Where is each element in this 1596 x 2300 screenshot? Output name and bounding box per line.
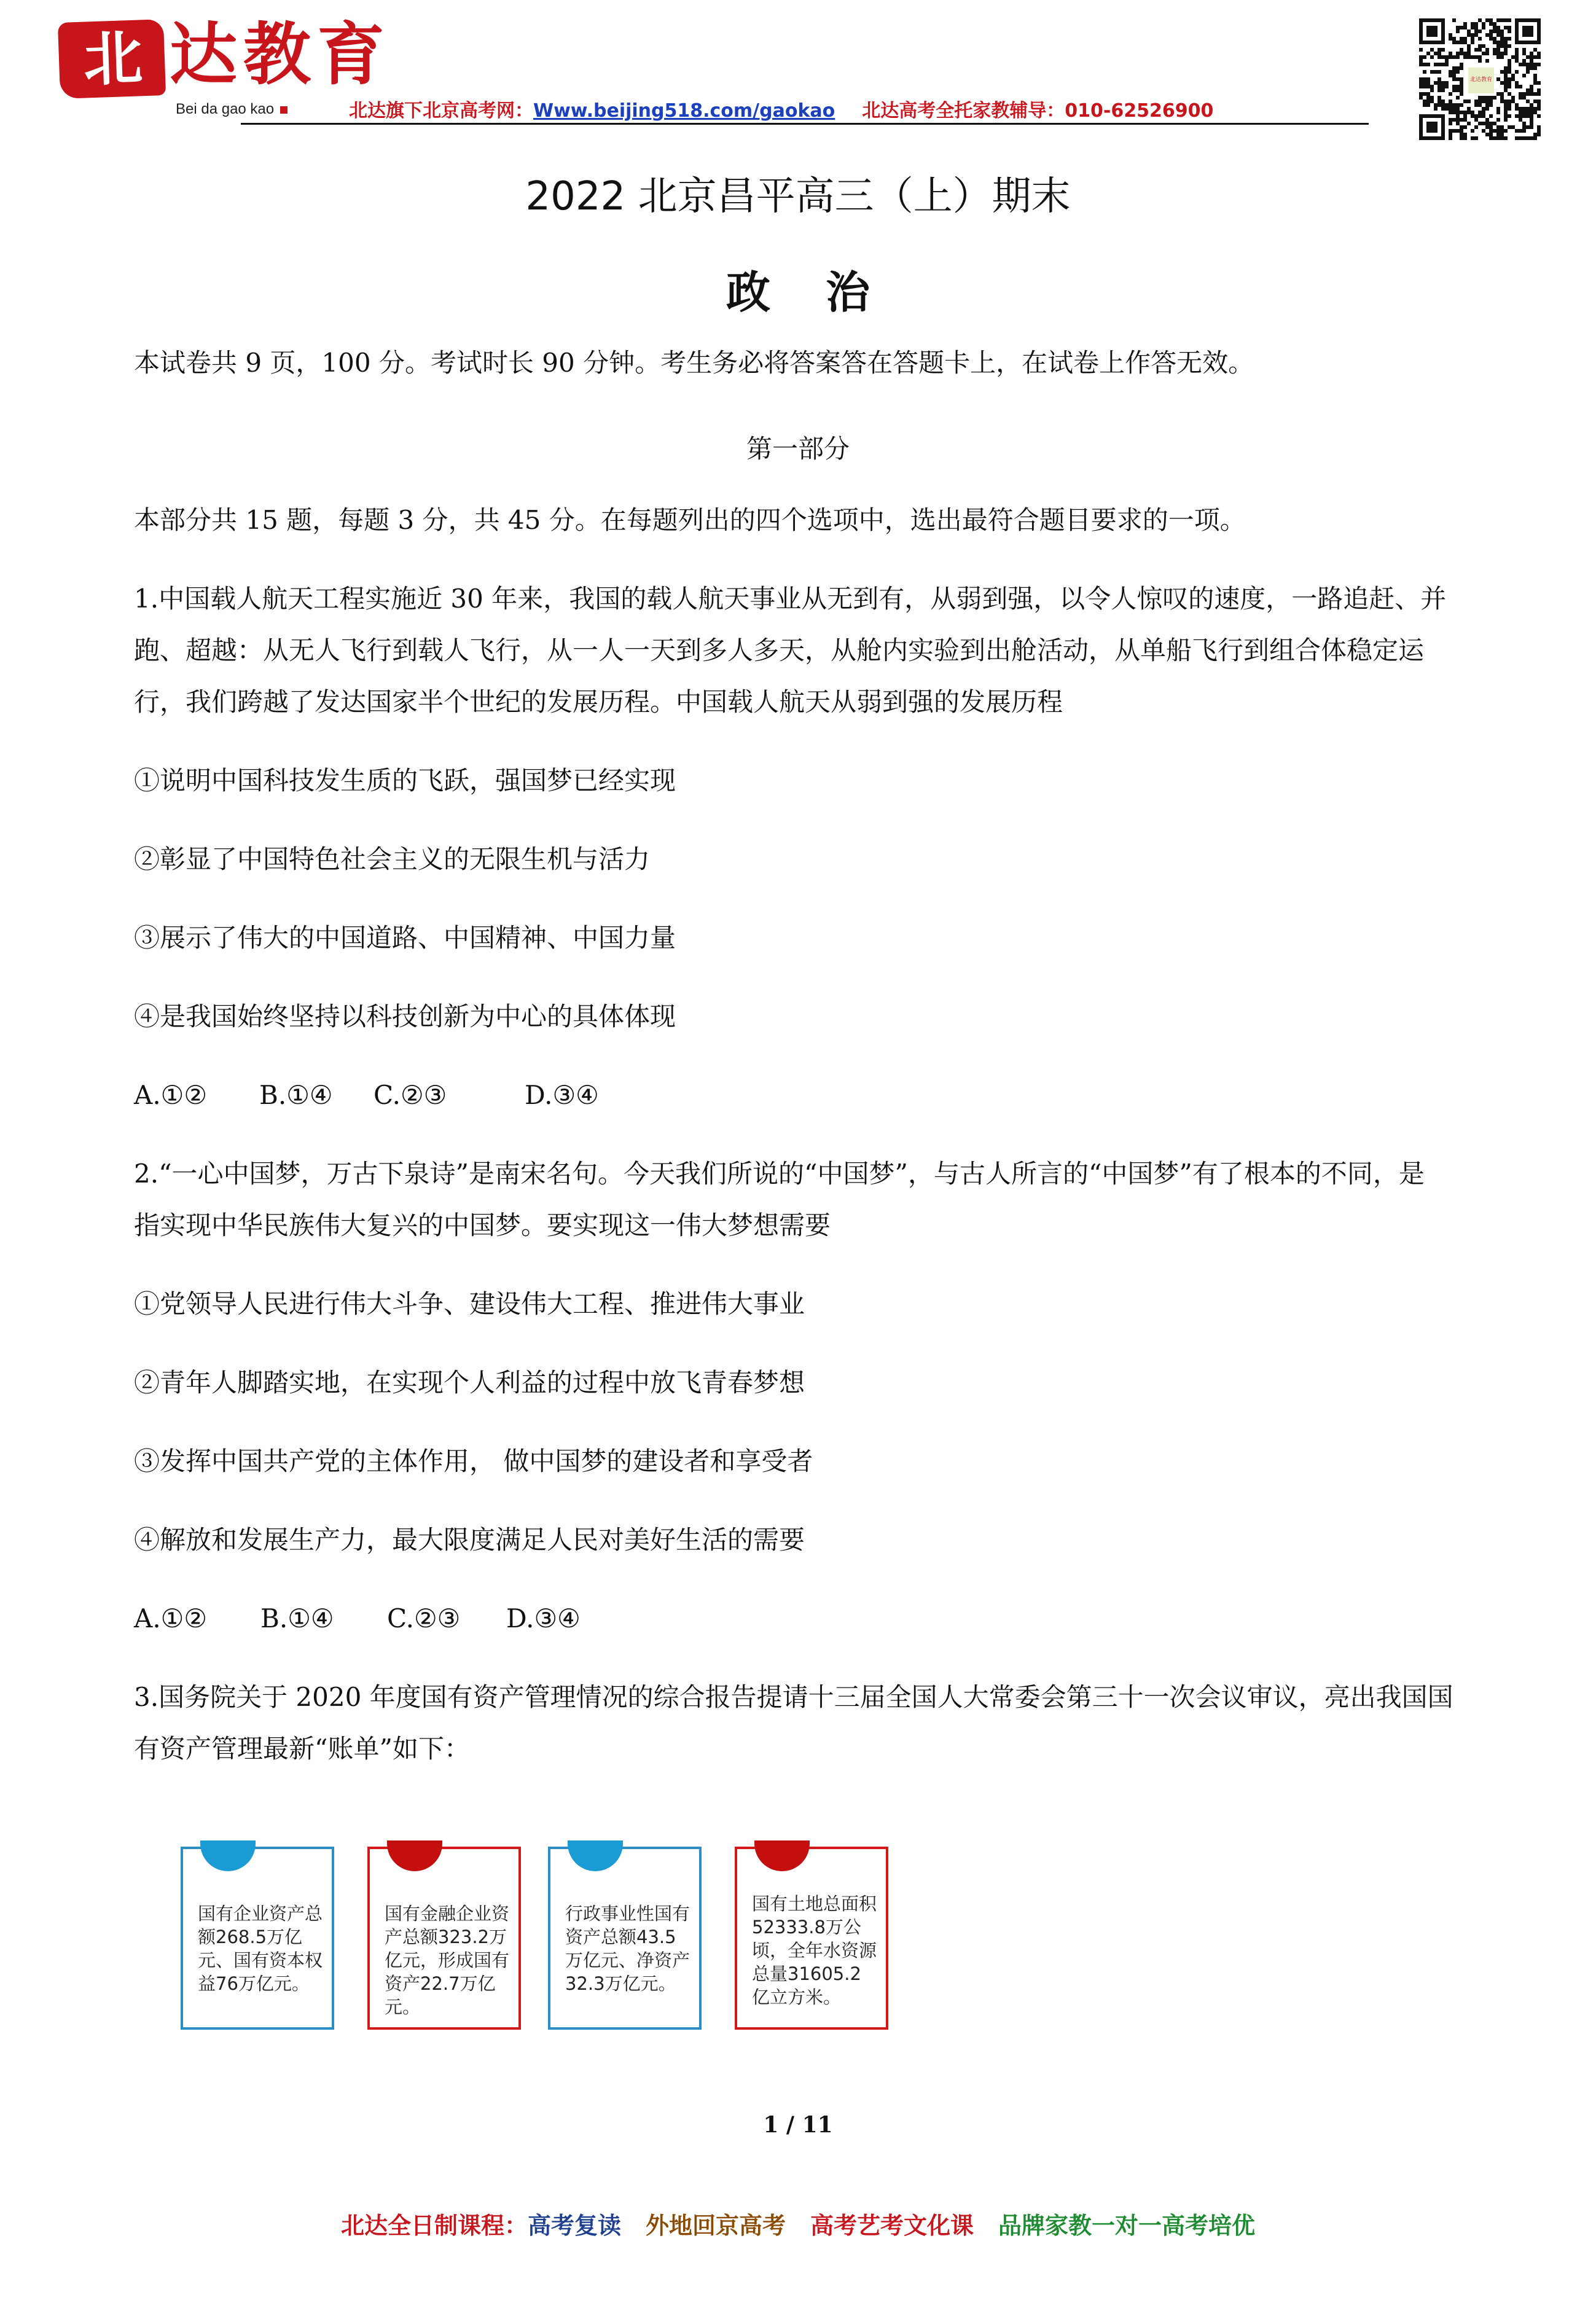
page-number: 1 / 11 [763, 2112, 833, 2138]
header-divider [241, 123, 1369, 125]
q2-choice-c[interactable]: C.②③ [387, 1603, 461, 1633]
exam-instructions: 本试卷共 9 页，100 分。考试时长 90 分钟。考生务必将答案答在答题卡上，在试卷上作答无效。 [134, 348, 1254, 378]
q2-choice-d[interactable]: D.③④ [506, 1603, 581, 1633]
q2-stem-line-2: 指实现中华民族伟大复兴的中国梦。要实现这一伟大梦想需要 [134, 1210, 831, 1240]
q1-statement-3: ③展示了伟大的中国道路、中国精神、中国力量 [134, 923, 676, 953]
q2-choices [134, 1603, 581, 1633]
footer-item-2[interactable]: 外地回京高考 [645, 2212, 786, 2239]
q3-stem-line-1: 3.国务院关于 2020 年度国有资产管理情况的综合报告提请十三届全国人大常委会第三十一次会议审议，亮出我国国 [134, 1682, 1453, 1712]
logo-dot [280, 106, 288, 114]
header-links [349, 95, 1213, 122]
q1-choice-b[interactable]: B.①④ [259, 1080, 333, 1110]
part-instructions: 本部分共 15 题，每题 3 分，共 45 分。在每题列出的四个选项中，选出最符合题目要求的一项。 [134, 505, 1246, 535]
header-link-label-2: 北达高考全托家教辅导：010-62526900 [862, 100, 1214, 122]
footer-item-1[interactable]: 高考复读 [527, 2212, 621, 2239]
asset-card-state-enterprises [181, 1847, 334, 2030]
footer-item-4[interactable]: 品牌家教一对一高考培优 [998, 2212, 1256, 2239]
q1-statement-4: ④是我国始终坚持以科技创新为中心的具体体现 [134, 1001, 676, 1031]
q2-statement-1: ①党领导人民进行伟大斗争、建设伟大工程、推进伟大事业 [134, 1289, 805, 1319]
card-tab [568, 1840, 623, 1871]
logo-seal-text: 北 [82, 23, 141, 95]
asset-card-administrative-units [548, 1847, 702, 2030]
q1-choice-a[interactable]: A.①② [134, 1080, 207, 1110]
q1-stem-line-2: 跑、超越：从无人飞行到载人飞行，从一人一天到多人多天，从舱内实验到出舱活动，从单船飞行到组合体稳定运 [134, 635, 1425, 665]
footer-links [0, 2207, 1596, 2240]
q2-stem-line-1: 2.“一心中国梦，万古下泉诗”是南宋名句。今天我们所说的“中国梦”，与古人所言的“中国梦”有了根本的不同，是 [134, 1159, 1425, 1189]
part-title: 第一部分 [746, 434, 850, 464]
card-text: 国有土地总面积52333.8万公顷，全年水资源总量31605.2亿立方米。 [752, 1893, 877, 2008]
card-text: 行政事业性国有资产总额43.5万亿元、净资产32.3万亿元。 [565, 1903, 690, 1994]
header-link-url[interactable]: Www.beijing518.com/gaokao [533, 100, 835, 122]
subject-title: 政治 [726, 267, 925, 318]
asset-card-land-water [735, 1847, 888, 2030]
q1-stem-line-1: 1.中国载人航天工程实施近 30 年来，我国的载人航天事业从无到有，从弱到强，以令人惊叹的速度，一路追赶、并 [134, 584, 1447, 614]
asset-card-financial-enterprises [367, 1847, 521, 2030]
q1-choice-c[interactable]: C.②③ [374, 1080, 447, 1110]
q1-choice-d[interactable]: D.③④ [525, 1080, 599, 1110]
q2-statement-2: ②青年人脚踏实地，在实现个人利益的过程中放飞青春梦想 [134, 1367, 805, 1398]
q3-stem-line-2: 有资产管理最新“账单”如下： [134, 1734, 470, 1764]
logo-text: 达教育 [170, 15, 391, 94]
logo-subtitle-text: Bei da gao kao [176, 101, 275, 117]
logo-seal [58, 19, 166, 99]
logo-subtitle [176, 101, 288, 118]
header-link-label-1: 北达旗下北京高考网： [349, 100, 533, 122]
qr-code-icon [1419, 18, 1541, 140]
q2-choice-a[interactable]: A.①② [134, 1603, 207, 1633]
card-text: 国有金融企业资产总额323.2万亿元，形成国有资产22.7万亿元。 [385, 1903, 510, 2017]
qr-center-badge: 北达教育 [1467, 66, 1495, 95]
card-tab [200, 1840, 256, 1871]
footer-item-3[interactable]: 高考艺考文化课 [810, 2212, 974, 2239]
q1-choices [134, 1082, 599, 1108]
q1-statement-1: ①说明中国科技发生质的飞跃，强国梦已经实现 [134, 765, 676, 796]
exam-title: 2022 北京昌平高三（上）期末 [525, 174, 1071, 219]
q2-choice-b[interactable]: B.①④ [260, 1603, 334, 1633]
q2-statement-4: ④解放和发展生产力，最大限度满足人民对美好生活的需要 [134, 1525, 805, 1555]
q1-stem-line-3: 行，我们跨越了发达国家半个世纪的发展历程。中国载人航天从弱到强的发展历程 [134, 687, 1063, 717]
card-text: 国有企业资产总额268.5万亿元、国有资本权益76万亿元。 [198, 1903, 323, 1994]
q1-statement-2: ②彰显了中国特色社会主义的无限生机与活力 [134, 844, 651, 874]
card-tab [754, 1840, 810, 1871]
card-tab [387, 1840, 442, 1871]
footer-label: 北达全日制课程： [340, 2212, 528, 2239]
q2-statement-3: ③发挥中国共产党的主体作用， 做中国梦的建设者和享受者 [134, 1446, 813, 1476]
